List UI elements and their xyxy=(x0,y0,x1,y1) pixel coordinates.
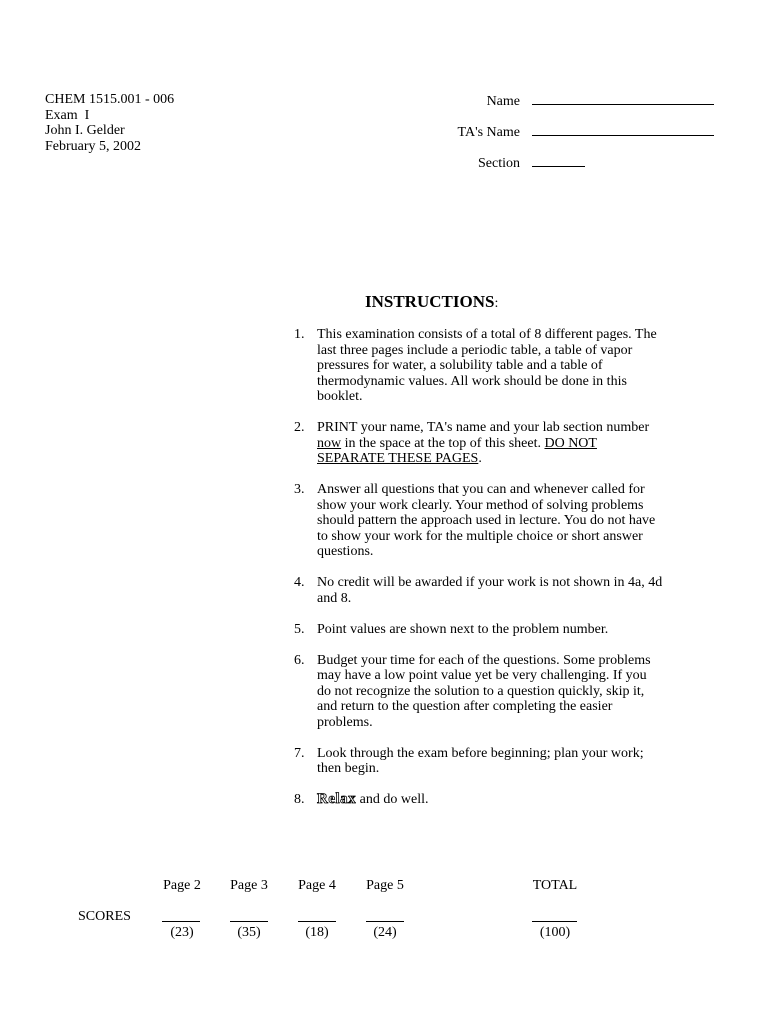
page-2-points: (23) xyxy=(170,925,194,940)
item-number: 7. xyxy=(294,745,305,761)
relax-outlined-text: Relax xyxy=(317,791,357,807)
instruction-item xyxy=(294,482,664,560)
item-text: Look through the exam before beginning; plan your work; then begin. xyxy=(317,745,644,776)
item-number: 4. xyxy=(294,575,305,590)
ta-name-field[interactable] xyxy=(420,123,714,141)
item-text: . xyxy=(478,451,482,466)
item-text: Budget your time for each of the questions. Some problems may have a low point value yet be very challenging. If you do not recognize the solution to a question quickly, skip it, and return to the question after completing the easier problems. xyxy=(317,652,651,730)
name-field[interactable] xyxy=(420,92,714,110)
item-number: 8. xyxy=(294,792,305,807)
total-score-blank[interactable] xyxy=(532,921,577,922)
instruction-item xyxy=(294,792,664,808)
instructions-list xyxy=(294,327,664,823)
item-text: Answer all questions that you can and whenever called for show your work clearly. Your method of solving problems should pattern the approach used in lecture. You do not have to show your work for the multiple choice or short answer questions. xyxy=(317,482,656,559)
page-5-points: (24) xyxy=(373,925,397,940)
instruction-item xyxy=(294,575,664,606)
item-number: 5. xyxy=(294,621,305,637)
exam-date: February 5, 2002 xyxy=(45,138,142,154)
item-text: in the space at the top of this sheet. xyxy=(341,435,545,451)
item-text: No credit will be awarded if your work is not shown in 4a, 4d and 8. xyxy=(317,575,663,606)
total-header: TOTAL xyxy=(532,878,578,893)
instruction-item xyxy=(294,653,664,731)
page-3-points: (35) xyxy=(237,925,261,940)
instruction-item xyxy=(294,746,664,777)
item-text: and do well. xyxy=(356,792,429,807)
name-blank[interactable] xyxy=(532,92,714,105)
name-label: Name xyxy=(486,94,520,109)
item-text: Point values are shown next to the problem number. xyxy=(317,621,609,637)
section-blank[interactable] xyxy=(532,154,585,167)
ta-name-label: TA's Name xyxy=(457,125,520,140)
page-3-score-blank[interactable] xyxy=(230,921,268,922)
item-underlined-warning: DO NOT SEPARATE THESE PAGES xyxy=(317,435,597,466)
page-4-header: Page 4 xyxy=(298,878,336,893)
instructions-colon: : xyxy=(494,296,499,311)
course-header xyxy=(45,92,174,154)
section-label: Section xyxy=(478,156,520,171)
item-number: 1. xyxy=(294,327,305,342)
page-2-score-blank[interactable] xyxy=(162,921,200,922)
page-4-points: (18) xyxy=(305,925,329,940)
instruction-item xyxy=(294,327,664,405)
instructions-heading xyxy=(365,294,498,312)
item-number: 6. xyxy=(294,652,305,668)
exam-title: Exam I xyxy=(45,107,90,123)
item-number: 3. xyxy=(294,482,305,497)
instructions-title: INSTRUCTIONS xyxy=(365,292,495,311)
total-points: (100) xyxy=(539,925,571,940)
instructor-name: John I. Gelder xyxy=(45,123,125,138)
page-5-header: Page 5 xyxy=(366,878,404,893)
item-number: 2. xyxy=(294,420,305,435)
page-2-header: Page 2 xyxy=(163,878,201,893)
item-underlined-now: now xyxy=(317,435,342,451)
instruction-item xyxy=(294,622,664,638)
item-text: This examination consists of a total of 8 different pages. The last three pages include a periodic table, a table of vapor pressures for water, a solubility table and a table of thermodynamic values. All work should be done in this booklet. xyxy=(317,327,657,404)
page-5-score-blank[interactable] xyxy=(366,921,404,922)
scores-label: SCORES xyxy=(78,909,131,924)
section-field[interactable] xyxy=(420,154,585,172)
page-4-score-blank[interactable] xyxy=(298,921,336,922)
item-text: PRINT your name, TA's name and your lab section number xyxy=(317,420,650,435)
course-number: CHEM 1515.001 - 006 xyxy=(45,92,175,107)
instruction-item xyxy=(294,420,664,467)
ta-name-blank[interactable] xyxy=(532,123,714,136)
page-3-header: Page 3 xyxy=(230,878,268,893)
